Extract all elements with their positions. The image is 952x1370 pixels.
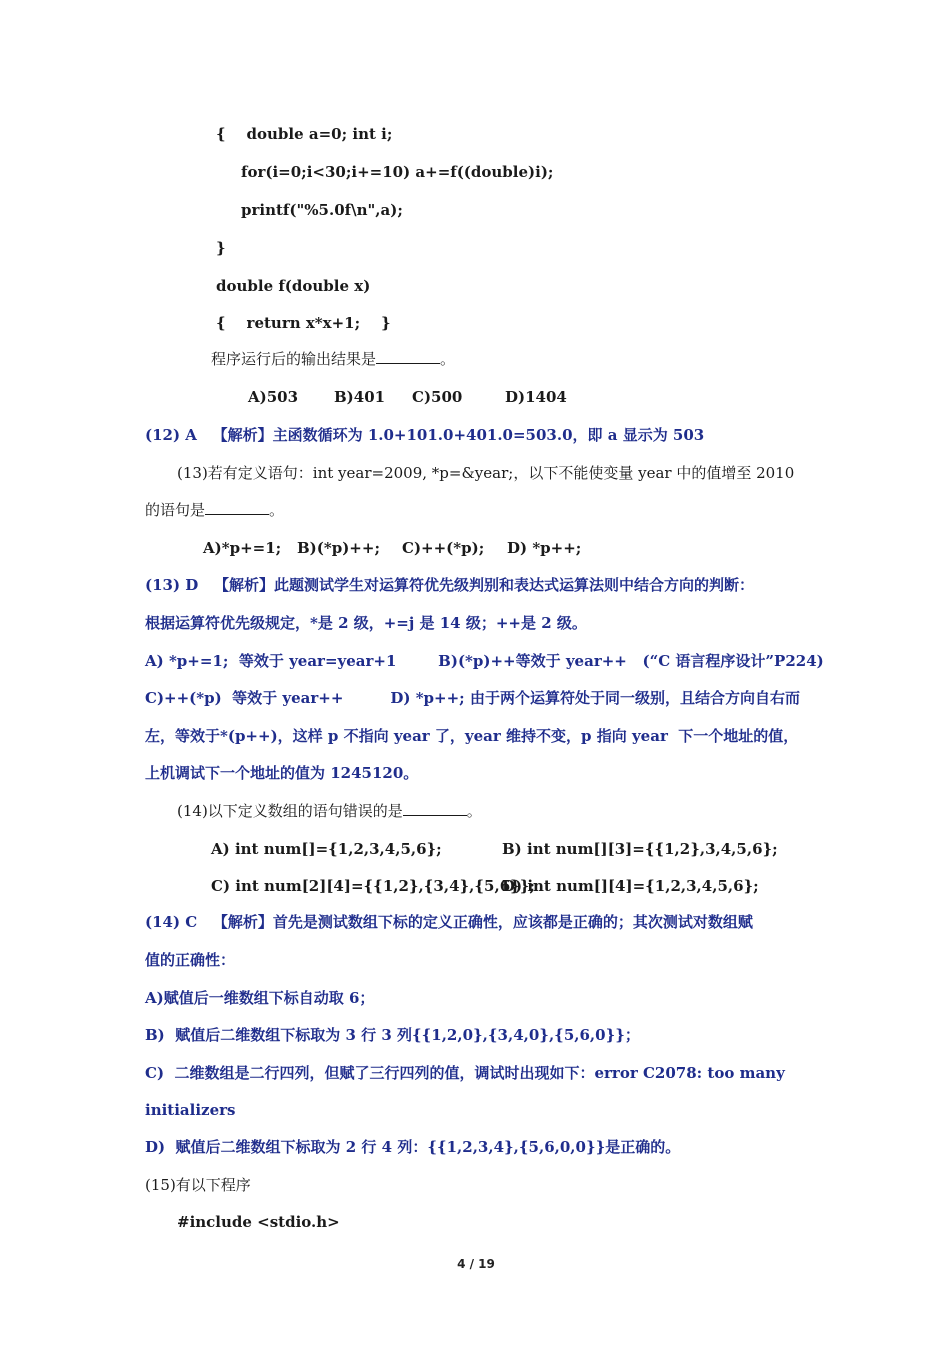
answer-blank	[376, 349, 440, 364]
q14-answer-line-2: 值的正确性：	[145, 951, 236, 969]
q13-option-b: B)(*p)++;	[297, 539, 380, 557]
q14-option-c: C) int num[2][4]={{1,2},{3,4},{5,6}};	[211, 877, 535, 895]
q13-answer-line-1: (13) D 【解析】此题测试学生对运算符优先级判别和表达式运算法则中结合方向的判断：	[145, 576, 754, 594]
q14-answer-line-1: (14) C 【解析】首先是测试数组下标的定义正确性，应该都是正确的；其次测试对数组赋	[145, 913, 753, 931]
code-line-4: }	[216, 239, 226, 257]
q14-answer-line-5: C) 二维数组是二行四列，但赋了三行四列的值，调试时出现如下：error C2078: too many	[145, 1064, 785, 1082]
code-line-1: { double a=0; int i;	[216, 125, 393, 143]
code-line-2: for(i=0;i<30;i+=10) a+=f((double)i);	[241, 163, 554, 181]
q13-answer-line-5: 左，等效于*(p++)，这样 p 不指向 year 了，year 维持不变，p 指向 year 下一个地址的值，	[145, 727, 799, 745]
q14-stem-text: (14)以下定义数组的语句错误的是	[177, 802, 403, 820]
answer-blank	[403, 801, 467, 816]
q14-option-a: A) int num[]={1,2,3,4,5,6};	[211, 840, 442, 858]
q15-code-line: #include <stdio.h>	[177, 1213, 340, 1231]
q12-stem-end: 。	[440, 350, 456, 368]
code-line-3: printf("%5.0f\n",a);	[241, 201, 403, 219]
q12-stem	[211, 349, 455, 369]
code-line-5: double f(double x)	[216, 277, 371, 295]
q15-stem: (15)有以下程序	[145, 1176, 251, 1194]
q14-option-d: D) int num[][4]={1,2,3,4,5,6};	[502, 877, 759, 895]
code-line-6: { return x*x+1; }	[216, 314, 391, 332]
q12-option-c: C)500	[412, 388, 463, 406]
q13-option-a: A)*p+=1;	[203, 539, 282, 557]
q13-option-d: D) *p++;	[507, 539, 582, 557]
answer-blank	[205, 500, 269, 515]
q14-option-b: B) int num[][3]={{1,2},3,4,5,6};	[502, 840, 778, 858]
q12-option-a: A)503	[248, 388, 299, 406]
q13-answer-line-4: C)++(*p) 等效于 year++ D) *p++; 由于两个运算符处于同一级别，且结合方向自右而	[145, 689, 800, 707]
q14-answer-line-3: A)赋值后一维数组下标自动取 6；	[145, 989, 375, 1007]
q14-stem	[177, 801, 482, 821]
q12-answer: (12) A 【解析】主函数循环为 1.0+101.0+401.0=503.0，即 a 显示为 503	[145, 426, 705, 444]
q13-answer-line-2: 根据运算符优先级规定，*是 2 级，+=j 是 14 级；++是 2 级。	[145, 614, 587, 632]
q14-stem-end: 。	[466, 802, 482, 820]
q13-answer-line-3: A) *p+=1; 等效于 year=year+1 B)(*p)++等效于 year++ (“C 语言程序设计”P224)	[145, 652, 824, 670]
q13-stem-line2	[145, 500, 284, 520]
q13-stem-text: 的语句是	[145, 501, 206, 519]
q12-option-d: D)1404	[505, 388, 567, 406]
q13-stem-line1: (13)若有定义语句：int year=2009, *p=&year;，以下不能使变量 year 中的值增至 2010	[177, 464, 795, 482]
q14-answer-line-7: D) 赋值后二维数组下标取为 2 行 4 列：{{1,2,3,4},{5,6,0,0}}是正确的。	[145, 1138, 681, 1156]
q14-answer-line-6: initializers	[145, 1101, 236, 1119]
q12-option-b: B)401	[334, 388, 386, 406]
q13-stem-end: 。	[269, 501, 285, 519]
q12-stem-text: 程序运行后的输出结果是	[211, 350, 377, 368]
q13-answer-line-6: 上机调试下一个地址的值为 1245120。	[145, 764, 419, 782]
page-number: 4 / 19	[457, 1257, 495, 1271]
q13-option-c: C)++(*p);	[402, 539, 485, 557]
q14-answer-line-4: B) 赋值后二维数组下标取为 3 行 3 列{{1,2,0},{3,4,0},{5,6,0}}；	[145, 1026, 640, 1044]
